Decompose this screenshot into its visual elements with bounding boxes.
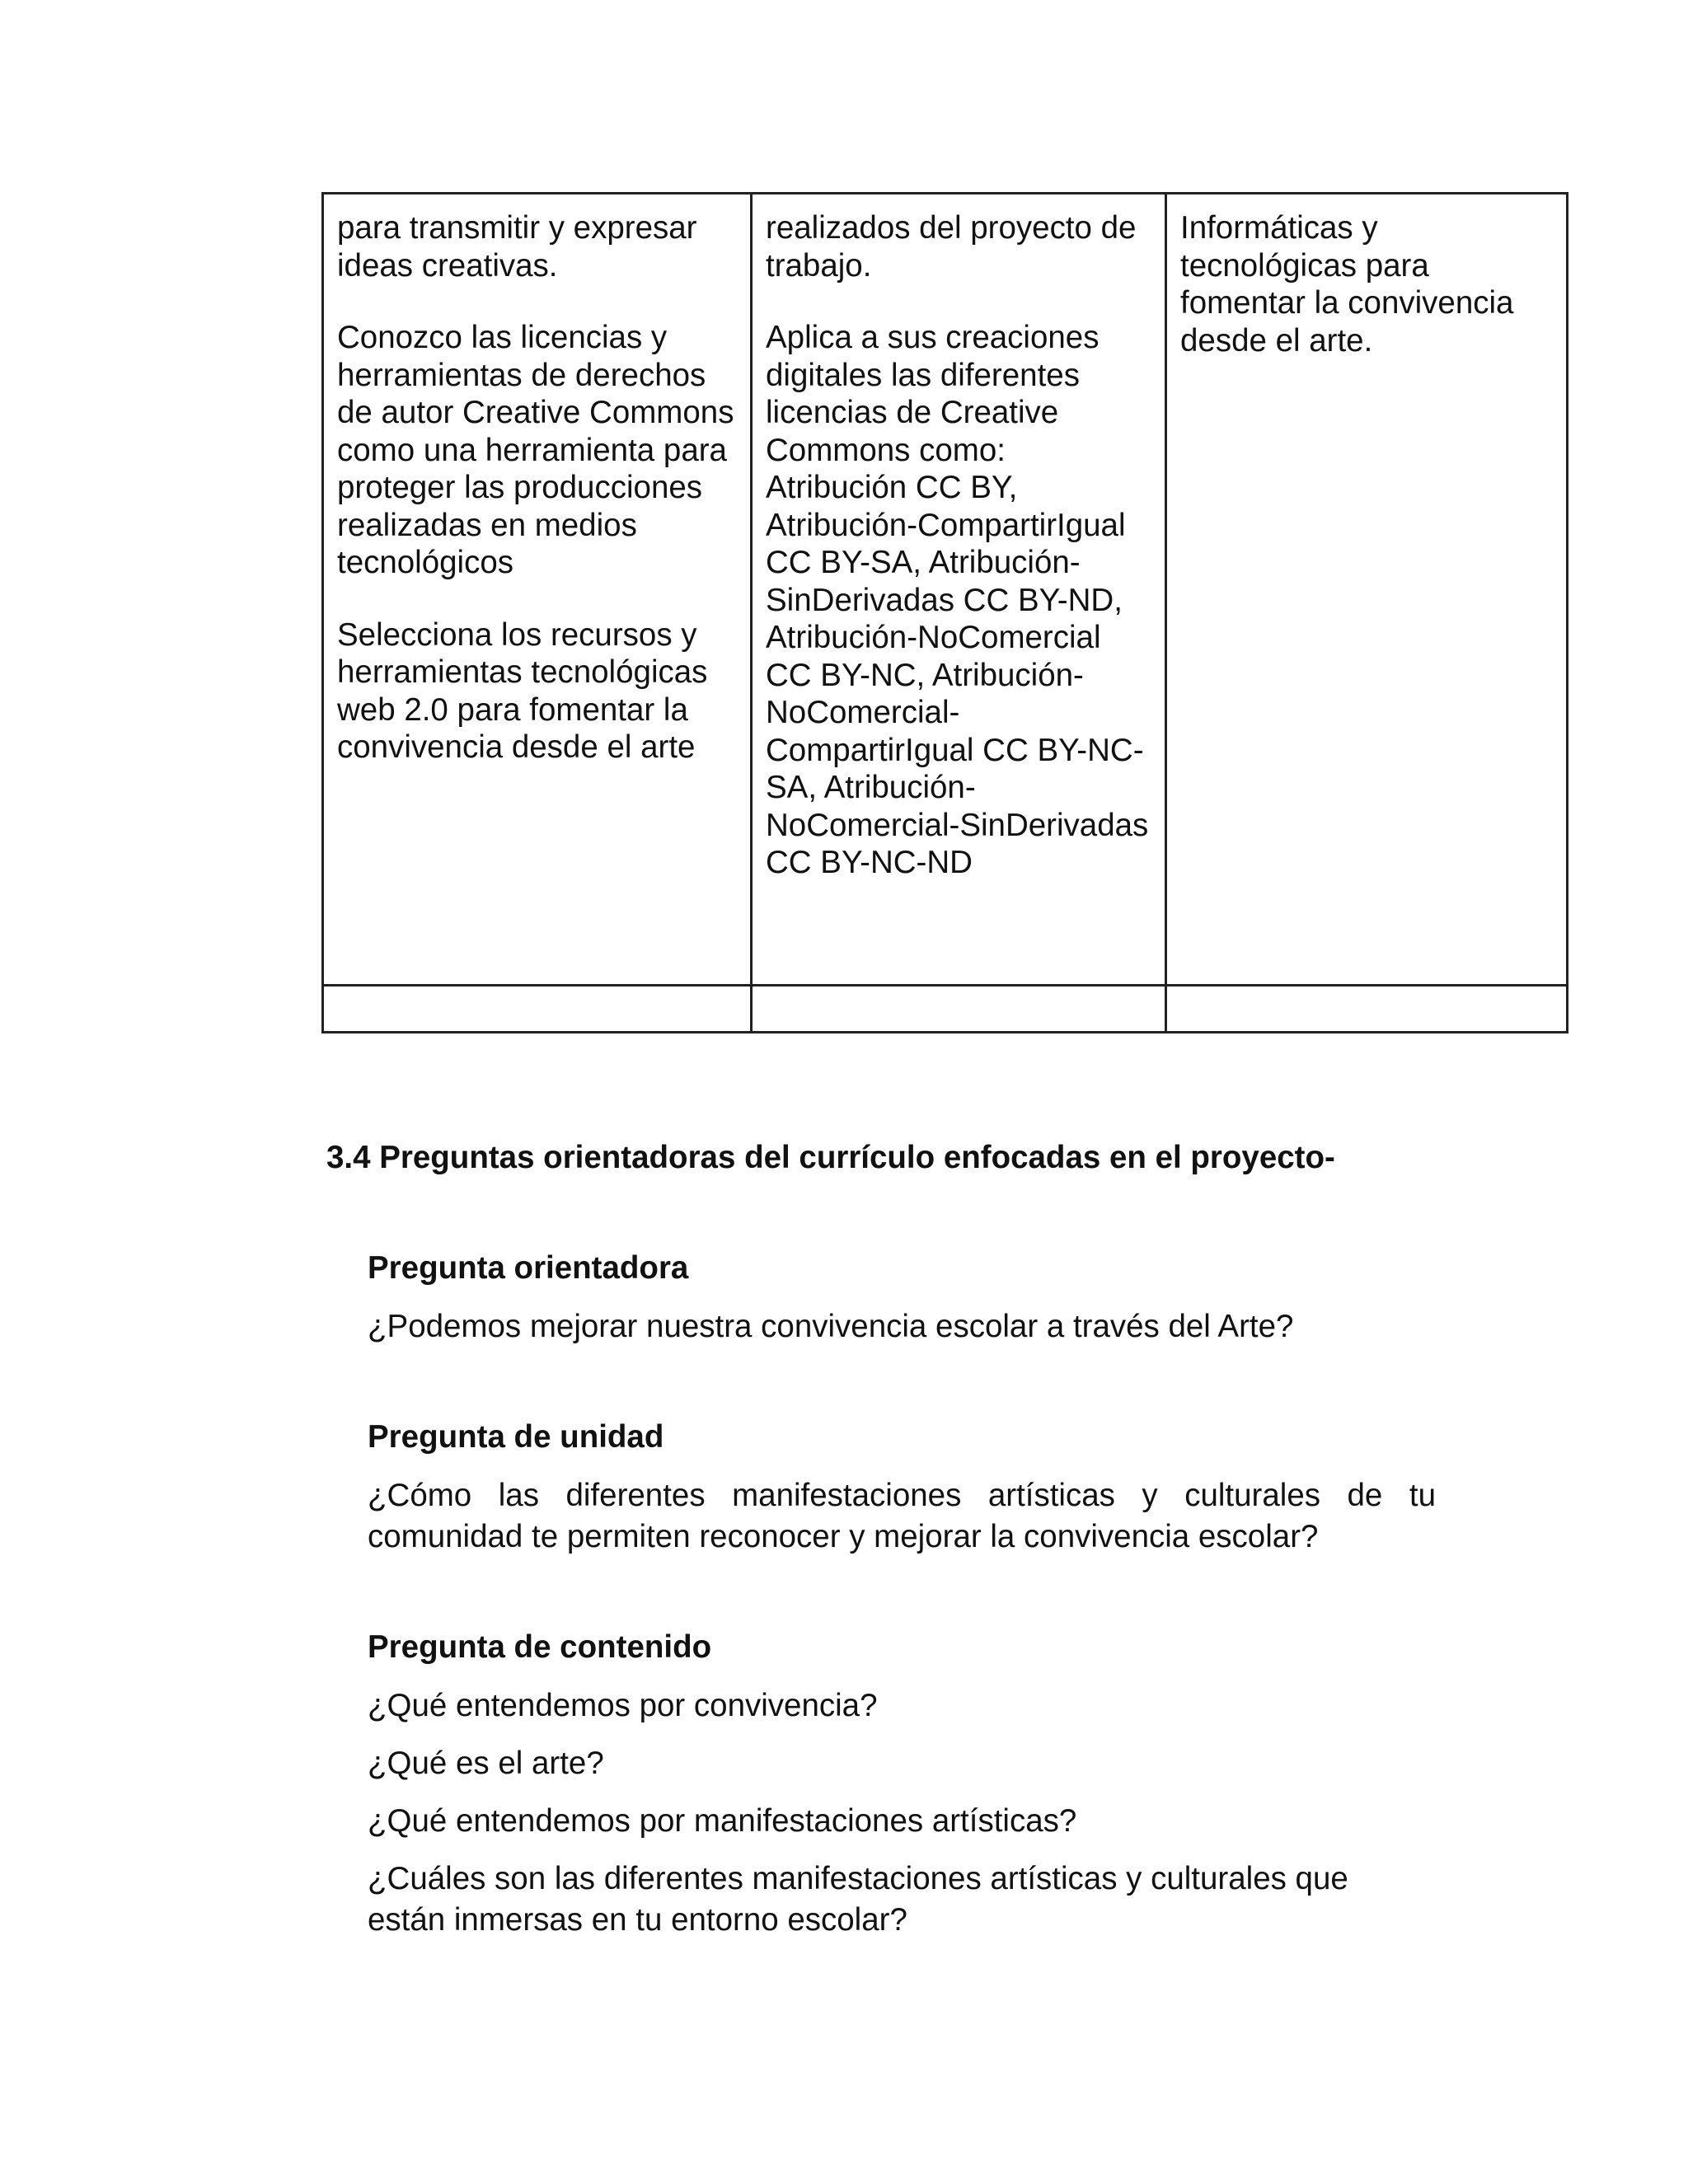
table-row <box>323 194 1568 986</box>
table-cell-col2 <box>752 194 1166 986</box>
table-cell-empty <box>323 986 752 1033</box>
cell-paragraph: Aplica a sus creaciones digitales las diferentes licencias de Creative Commons como: Atribución CC BY, Atribución-CompartirIgual CC BY-SA, Atribución-SinDerivadas CC BY-ND, Atribución-NoComercial CC BY-NC, Atribución-NoComercial-CompartirIgual CC BY-NC-SA, Atribución-NoComercial-SinDerivadas CC BY-NC-ND <box>766 320 1149 880</box>
question-heading: Pregunta orientadora <box>368 1250 689 1286</box>
question-block-orientadora <box>368 1250 1436 1364</box>
question-text: ¿Qué es el arte? <box>368 1746 604 1781</box>
cell-paragraph: Informáticas y tecnológicas para fomentar la convivencia desde el arte. <box>1180 210 1514 359</box>
cell-paragraph: Selecciona los recursos y herramientas tecnológicas web 2.0 para fomentar la convivencia desde el arte <box>337 616 708 765</box>
table-row-empty <box>323 986 1568 1033</box>
question-text: ¿Cuáles son las diferentes manifestaciones artísticas y culturales que están inmersas en tu entorno escolar? <box>368 1861 1348 1938</box>
competencies-table <box>321 192 1568 1033</box>
cell-paragraph: Conozco las licencias y herramientas de derechos de autor Creative Commons como una herramienta para proteger las producciones realizadas en medios tecnológicos <box>337 320 734 580</box>
question-text: ¿Podemos mejorar nuestra convivencia escolar a través del Arte? <box>368 1309 1294 1344</box>
question-heading: Pregunta de contenido <box>368 1629 712 1665</box>
question-block-unidad <box>368 1419 1436 1574</box>
question-heading: Pregunta de unidad <box>368 1419 664 1455</box>
table-cell-col1 <box>323 194 752 986</box>
cell-paragraph: realizados del proyecto de trabajo. <box>766 210 1137 284</box>
cell-paragraph: para transmitir y expresar ideas creativas. <box>337 210 697 284</box>
table-cell-empty <box>752 986 1166 1033</box>
question-text: ¿Cómo las diferentes manifestaciones artísticas y culturales de tu comunidad te permiten reconocer y mejorar la convivencia escolar? <box>368 1478 1436 1554</box>
table-cell-col3 <box>1166 194 1568 986</box>
question-block-contenido <box>368 1629 1436 1957</box>
question-text: ¿Qué entendemos por convivencia? <box>368 1688 878 1723</box>
question-text: ¿Qué entendemos por manifestaciones artísticas? <box>368 1803 1077 1839</box>
table-cell-empty <box>1166 986 1568 1033</box>
section-title: 3.4 Preguntas orientadoras del currículo enfocadas en el proyecto- <box>326 1140 1335 1175</box>
